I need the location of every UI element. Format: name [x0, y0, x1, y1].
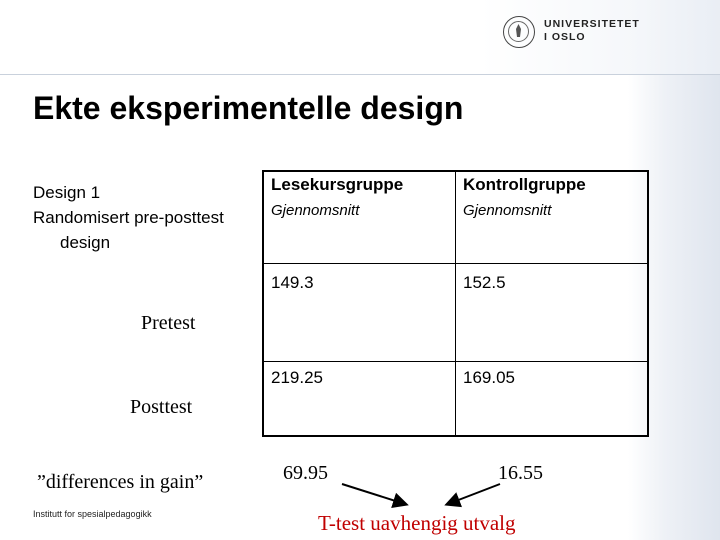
differences-label: ”differences in gain”	[37, 471, 204, 493]
university-seal-icon	[503, 16, 535, 48]
col2-subheader: Gjennomsnitt	[463, 202, 552, 219]
design-line-3: design	[60, 233, 111, 252]
arrow-right	[448, 484, 500, 504]
posttest-col1-value: 219.25	[271, 368, 323, 387]
pretest-col2-value: 152.5	[463, 273, 506, 292]
difference-col1: 69.95	[283, 462, 328, 484]
design-line-2: Randomisert pre-posttest	[33, 208, 224, 227]
difference-col2: 16.55	[498, 462, 543, 484]
table-row-divider-1	[262, 263, 649, 264]
table-row-divider-2	[262, 361, 649, 362]
col2-header: Kontrollgruppe	[463, 175, 586, 194]
t-test-label: T-test uavhengig utvalg	[318, 511, 516, 535]
pretest-col1-value: 149.3	[271, 273, 314, 292]
university-logo-text	[544, 18, 640, 44]
table-column-divider	[455, 170, 456, 437]
header-divider	[0, 74, 720, 75]
pretest-label: Pretest	[141, 312, 196, 334]
design-description	[33, 180, 224, 255]
col1-header: Lesekursgruppe	[271, 175, 404, 194]
footer-institute: Institutt for spesialpedagogikk	[33, 509, 152, 519]
arrow-left	[342, 484, 405, 504]
slide-title: Ekte eksperimentelle design	[33, 90, 464, 126]
logo-line-2: I OSLO	[544, 31, 586, 43]
posttest-label: Posttest	[130, 396, 193, 418]
posttest-col2-value: 169.05	[463, 368, 515, 387]
col1-subheader: Gjennomsnitt	[271, 202, 360, 219]
logo-line-1: UNIVERSITETET	[544, 18, 640, 30]
design-line-1: Design 1	[33, 183, 101, 202]
